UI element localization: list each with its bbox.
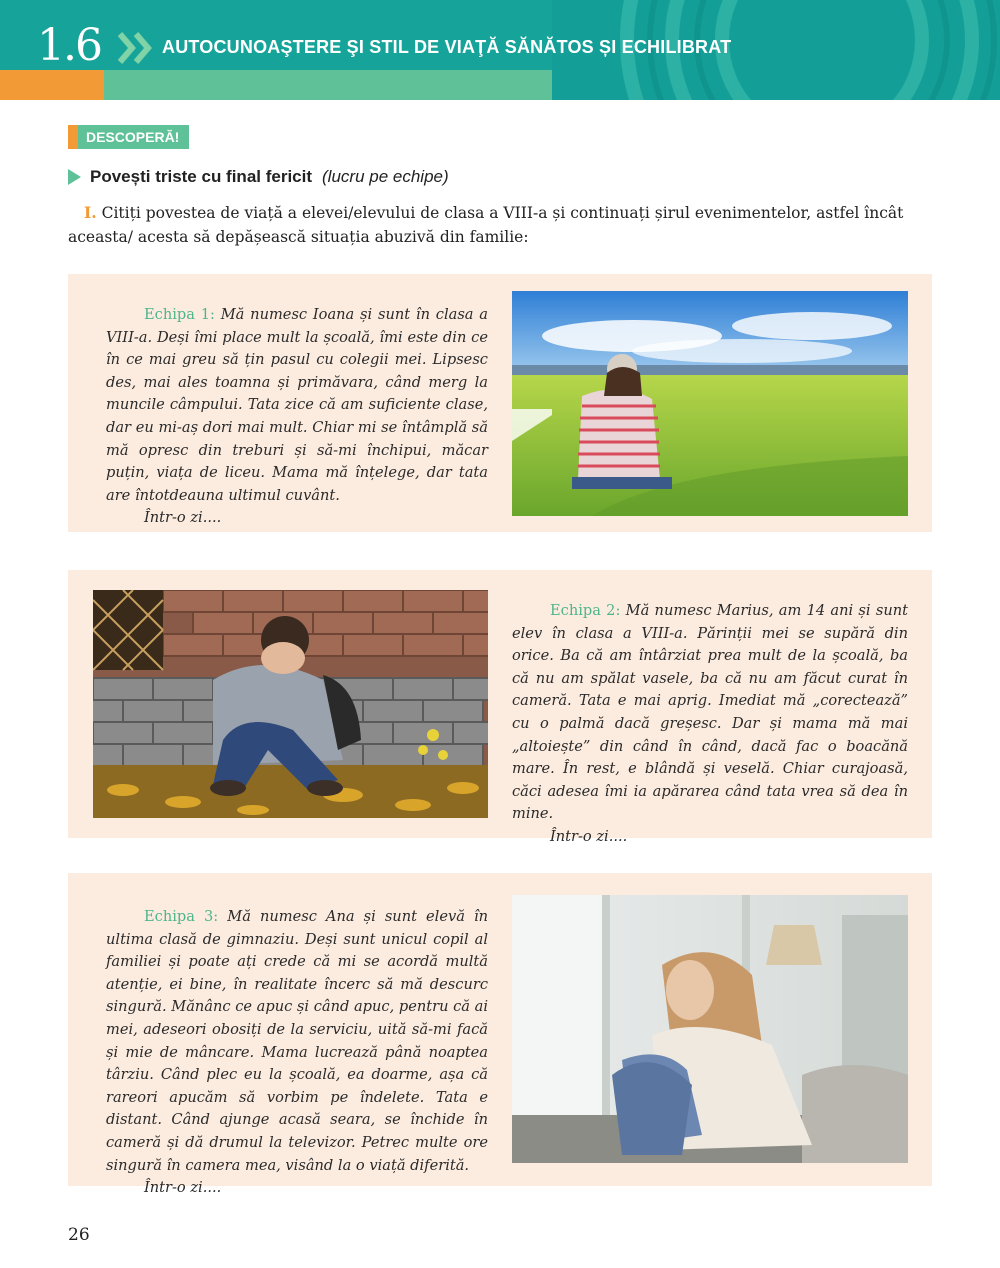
activity-subtitle bbox=[68, 167, 449, 187]
story-text-3 bbox=[106, 906, 488, 1200]
instruction-number: I. bbox=[84, 203, 97, 222]
double-chevron-icon bbox=[117, 31, 157, 65]
story-ending: Într-o zi.... bbox=[144, 1179, 222, 1197]
chapter-title: AUTOCUNOAŞTERE ŞI STIL DE VIAŢĂ SĂNĂTOS ȘI ECHILIBRAT bbox=[162, 37, 732, 57]
story-ending: Într-o zi.... bbox=[144, 509, 222, 527]
chapter-number: 1.6 bbox=[37, 20, 101, 71]
triangle-bullet-icon bbox=[68, 169, 81, 185]
team-label: Echipa 3: bbox=[144, 908, 219, 925]
chapter-banner bbox=[0, 0, 1000, 100]
story-text-1 bbox=[106, 304, 488, 530]
section-label bbox=[68, 125, 189, 149]
section-label-text: DESCOPERĂ! bbox=[78, 125, 189, 149]
photo-girl-on-sofa bbox=[512, 895, 908, 1163]
story-body: Mă numesc Marius, am 14 ani și sunt elev în clasa a VIII-a. Părinții mei se supără din orice. Ba că am întârziat prea mult de la școală, ba că nu am spălat vasele, ba că nu am făcut curat în cameră. Tata e mai aprig. Imediat mă „corectează” cu o palmă dacă greșesc. Dar și mama mă mai „altoiește” din când în când, dacă fac o boacănă mare. În rest, e blândă și veselă. Chiar curajoasă, căci adesea îmi ia apărarea când tata vrea să dea în mine. bbox=[512, 602, 908, 823]
activity-title: Povești triste cu final fericit bbox=[90, 167, 313, 186]
story-card-2 bbox=[68, 570, 932, 845]
team-label: Echipa 1: bbox=[144, 306, 215, 323]
story-text-2 bbox=[512, 600, 908, 849]
activity-mode: (lucru pe echipe) bbox=[322, 167, 449, 186]
team-label: Echipa 2: bbox=[550, 602, 621, 619]
instruction-text: Citiți povestea de viață a elevei/elevului de clasa a VIII-a și continuați șirul evenimentelor, astfel încât aceasta/ acesta să depășească situația abuzivă din familie: bbox=[68, 204, 904, 246]
page-number: 26 bbox=[68, 1225, 90, 1245]
photo-girl-in-field bbox=[512, 291, 908, 516]
photo-boy-by-wall bbox=[93, 590, 488, 818]
story-ending: Într-o zi.... bbox=[550, 827, 628, 845]
story-card-3 bbox=[68, 873, 932, 1197]
story-body: Mă numesc Ana și sunt elevă în ultima clasă de gimnaziu. Deși sunt unicul copil al familiei și poate ați crede că mi se acordă multă atenție, ei bine, în realitate încerc să mă descurc singură. Mănânc ce apuc și când apuc, pentru că ai mei, adeseori obosiți de la serviciu, uită să-mi facă și mie de mâncare. Mama lucrează până noaptea târziu. Când plec eu la școală, ea doarme, așa că rareori apucăm să vorbim pe îndelete. Tata e distant. Când ajunge acasă seara, se închide în cameră și dă drumul la televizor. Petrec multe ore singură în camera mea, visând la o viață diferită. bbox=[106, 908, 489, 1174]
story-card-1 bbox=[68, 274, 932, 532]
story-body: Mă numesc Ioana și sunt în clasa a VIII-a. Deși îmi place mult la școală, îmi este din ce în ce mai greu să țin pasul cu colegii mei. Lipsesc des, mai ales toamna și primăvara, când merg la muncile câmpului. Tata zice că am suficiente clase, dar eu mi-aș dori mai mult. Chiar mi se întâmplă să mă opresc din treburi și să-mi închipui, măcar puțin, viața de liceu. Mama mă înțelege, dar tata are întotdeauna ultimul cuvânt. bbox=[106, 306, 489, 504]
instruction-paragraph bbox=[68, 201, 934, 249]
